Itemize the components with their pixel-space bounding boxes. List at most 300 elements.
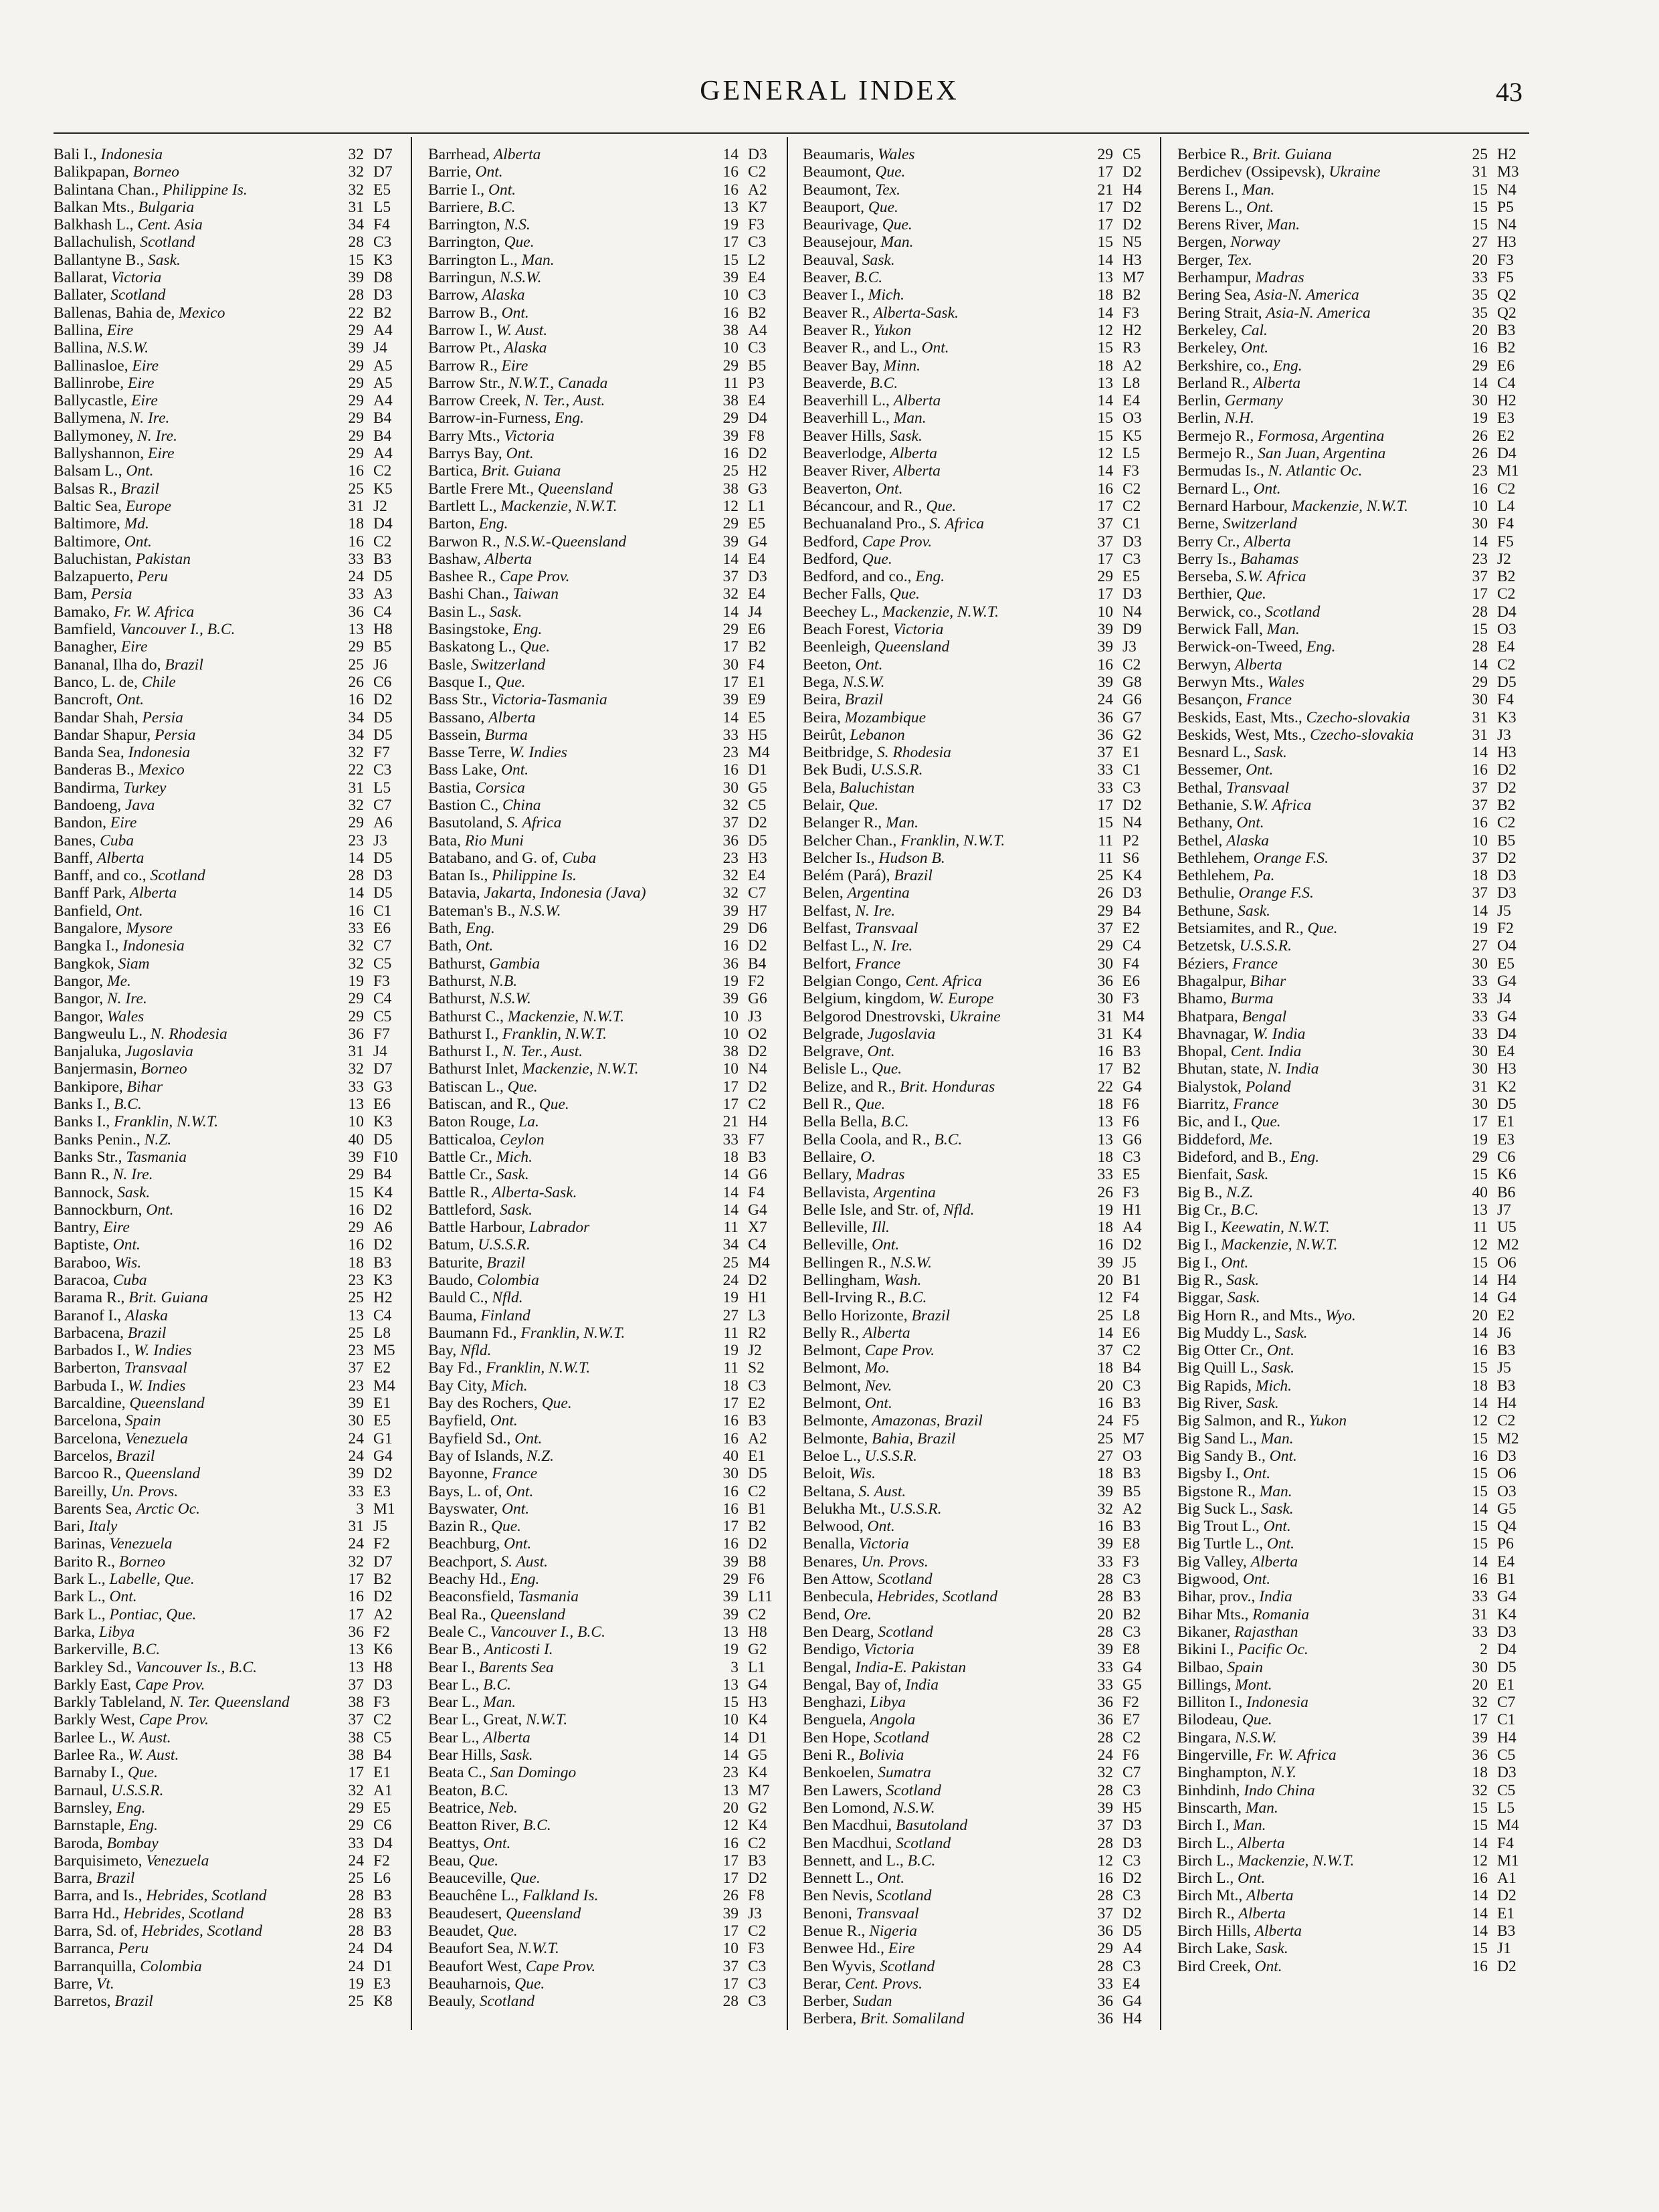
map-page: 28	[1472, 638, 1488, 656]
map-page: 36	[348, 1025, 364, 1043]
index-entry	[1177, 216, 1532, 233]
place-name: Banda Sea	[54, 744, 120, 762]
place-region: Que.	[872, 1060, 902, 1078]
grid-ref: D2	[1497, 1957, 1517, 1975]
grid-ref: C2	[373, 462, 392, 480]
place-region: N.Z.	[526, 1447, 555, 1465]
place-region: Sask.	[1236, 1166, 1269, 1184]
place-region: Orange F.S.	[1253, 849, 1329, 867]
map-page: 18	[1097, 1219, 1113, 1237]
index-entry	[54, 761, 408, 779]
entry-name: Belmont, Ont.	[803, 1395, 892, 1413]
map-page: 16	[1472, 814, 1488, 832]
entry-name: Beaurivage, Que.	[803, 216, 912, 234]
entry-name: Beauharnois, Que.	[428, 1975, 545, 1993]
place-region: Ont.	[1221, 1253, 1249, 1272]
map-page: 31	[348, 198, 364, 216]
entry-name: Baptiste, Ont.	[54, 1236, 140, 1254]
place-region: Persia	[142, 708, 183, 726]
map-page: 18	[722, 1148, 739, 1166]
map-page: 39	[1097, 1799, 1113, 1817]
entry-name: Berar, Cent. Provs.	[803, 1975, 922, 1993]
place-name: Beaverton	[803, 480, 868, 498]
place-name: Belleville	[803, 1219, 864, 1237]
index-entry	[803, 1008, 1157, 1025]
entry-name: Ben Lomond, N.S.W.	[803, 1799, 935, 1817]
map-page: 11	[723, 1219, 739, 1237]
index-entry	[803, 884, 1157, 902]
place-region: Hebrides, Scotland	[876, 1588, 998, 1606]
place-name: Berens I.	[1177, 181, 1234, 199]
grid-ref: C1	[1497, 1711, 1516, 1729]
place-region: Mackenzie, N.W.T.	[1238, 1851, 1355, 1870]
place-name: Barcoo R.	[54, 1465, 118, 1483]
index-entry	[54, 832, 408, 849]
place-name: Bécancour, and R.	[803, 497, 918, 515]
index-entry	[428, 1588, 783, 1605]
place-name: Becher Falls	[803, 585, 882, 603]
map-page: 31	[1472, 1605, 1488, 1623]
grid-ref: P3	[748, 374, 765, 392]
place-name: Berry Is.	[1177, 550, 1233, 568]
index-entry	[1177, 797, 1532, 814]
place-name: Battle Cr.	[428, 1166, 489, 1184]
entry-name: Big Horn R., and Mts., Wyo.	[1177, 1306, 1356, 1324]
place-region: Brit. Honduras	[899, 1078, 995, 1096]
index-entry	[428, 1922, 783, 1940]
place-name: Balintana Chan.	[54, 181, 155, 199]
place-region: Alaska	[482, 286, 525, 304]
map-page: 16	[1472, 1870, 1488, 1888]
place-region: Cent. Asia	[137, 216, 203, 234]
place-name: Betsiamites, and R.	[1177, 920, 1300, 938]
place-region: Borneo	[118, 1552, 166, 1571]
place-name: Bartle Frere Mt.	[428, 480, 530, 498]
place-region: Rio Muni	[464, 831, 524, 849]
place-region: Ont.	[1269, 1447, 1297, 1465]
entry-name: Bernard Harbour, Mackenzie, N.W.T.	[1177, 497, 1408, 515]
map-page: 14	[1472, 1324, 1488, 1342]
map-page: 14	[1472, 1834, 1488, 1852]
place-region: Romania	[1252, 1605, 1310, 1623]
entry-name: Barrow B., Ont.	[428, 304, 529, 322]
place-region: S. Africa	[929, 515, 985, 533]
place-name: Bathurst C.	[428, 1007, 500, 1025]
entry-name: Berwyn, Alberta	[1177, 656, 1282, 674]
place-region: Ont.	[483, 1834, 511, 1852]
entry-name: Bandoeng, Java	[54, 796, 155, 814]
place-region: Transvaal	[856, 1904, 919, 1922]
map-page: 14	[348, 884, 364, 902]
place-name: Batabano, and G. of	[428, 849, 555, 867]
place-name: Barra	[54, 1870, 89, 1888]
index-entry	[54, 286, 408, 304]
entry-name: Basse Terre, W. Indies	[428, 744, 567, 762]
place-name: Barrow	[428, 286, 474, 304]
map-page: 18	[722, 1377, 739, 1395]
place-name: Beaudet	[428, 1922, 480, 1940]
entry-name: Beskids, West, Mts., Czecho-slovakia	[1177, 726, 1414, 744]
map-page: 13	[722, 198, 739, 216]
map-page: 16	[1472, 1571, 1488, 1589]
place-name: Barberton	[54, 1359, 116, 1377]
place-name: Bali I.	[54, 146, 93, 163]
entry-name: Belgrade, Jugoslavia	[803, 1025, 936, 1043]
grid-ref: D3	[748, 146, 767, 163]
entry-name: Bangweulu L., N. Rhodesia	[54, 1025, 227, 1043]
grid-ref: A4	[373, 321, 393, 339]
index-entry	[54, 445, 408, 462]
entry-name: Besançon, France	[1177, 691, 1292, 709]
map-page: 39	[722, 691, 739, 709]
place-name: Balkan Mts.	[54, 198, 130, 216]
place-region: Colombia	[477, 1272, 539, 1289]
map-page: 29	[722, 515, 739, 533]
map-page: 39	[348, 1148, 364, 1166]
index-entry	[428, 955, 783, 973]
place-region: Baluchistan	[839, 779, 915, 797]
map-page: 2	[1480, 1641, 1488, 1659]
map-page: 10	[1472, 497, 1488, 515]
place-region: Franklin, N.W.T.	[900, 831, 1005, 849]
grid-ref: H4	[1123, 2010, 1142, 2028]
index-entry	[1177, 709, 1532, 726]
entry-name: Billiton I., Indonesia	[1177, 1694, 1308, 1712]
place-name: Big Sandy B.	[1177, 1447, 1262, 1465]
index-entry	[1177, 1483, 1532, 1500]
index-entry	[428, 1483, 783, 1500]
map-page: 29	[1472, 1148, 1488, 1166]
grid-ref: D2	[1123, 198, 1142, 216]
place-name: Bear L.	[428, 1728, 476, 1746]
grid-ref: E7	[1123, 1711, 1141, 1729]
index-entry	[803, 1096, 1157, 1113]
index-entry	[54, 867, 408, 884]
place-region: Sumatra	[878, 1764, 931, 1782]
grid-ref: E3	[373, 1975, 391, 1993]
place-name: Bear B.	[428, 1641, 476, 1659]
index-entry	[54, 1729, 408, 1746]
map-page: 16	[348, 462, 364, 480]
place-region: U.S.S.R.	[478, 1236, 530, 1254]
map-page: 29	[348, 638, 364, 656]
index-entry	[1177, 1500, 1532, 1518]
entry-name: Belen, Argentina	[803, 884, 910, 902]
entry-name: Bartlett L., Mackenzie, N.W.T.	[428, 497, 617, 515]
entry-name: Bennett L., Ont.	[803, 1870, 905, 1888]
entry-name: Barnaul, U.S.S.R.	[54, 1781, 164, 1799]
place-region: Man.	[483, 1694, 516, 1712]
place-name: Berkeley	[1177, 321, 1234, 339]
map-page: 16	[348, 532, 364, 550]
grid-ref: F3	[1497, 251, 1514, 269]
grid-ref: C4	[373, 603, 392, 621]
place-name: Banff, and co.	[54, 867, 142, 885]
map-page: 13	[348, 1658, 364, 1676]
entry-name: Baranof I., Alaska	[54, 1306, 168, 1324]
entry-name: Bari, Italy	[54, 1518, 118, 1536]
map-page: 23	[722, 849, 739, 867]
map-page: 16	[722, 937, 739, 955]
map-page: 39	[1097, 1482, 1113, 1500]
place-region: Bihar	[1250, 972, 1286, 990]
grid-ref: C7	[373, 937, 392, 955]
index-entry	[803, 392, 1157, 409]
grid-ref: D2	[1123, 216, 1142, 234]
grid-ref: C5	[373, 954, 392, 973]
place-region: Hebrides, Scotland	[123, 1904, 244, 1922]
index-entry	[1177, 1588, 1532, 1605]
grid-ref: E1	[1497, 1904, 1515, 1922]
entry-name: Ballymena, N. Ire.	[54, 409, 170, 427]
index-entry	[428, 146, 783, 163]
grid-ref: J3	[1497, 726, 1511, 744]
entry-name: Banes, Cuba	[54, 831, 134, 849]
grid-ref: D5	[373, 1130, 393, 1148]
place-region: Bahia, Brazil	[872, 1429, 956, 1447]
entry-name: Belcher Chan., Franklin, N.W.T.	[803, 831, 1005, 849]
entry-name: Beausejour, Man.	[803, 233, 914, 252]
grid-ref: A4	[748, 321, 767, 339]
place-name: Bikaner	[1177, 1623, 1227, 1641]
index-entry	[1177, 1395, 1532, 1412]
place-region: B.C.	[483, 1676, 511, 1694]
place-name: Belfast L.	[803, 937, 865, 955]
entry-name: Bazin R., Que.	[428, 1518, 522, 1536]
index-entry	[54, 849, 408, 867]
grid-ref: C3	[748, 1957, 767, 1975]
entry-name: Beni R., Bolivia	[803, 1746, 904, 1765]
grid-ref: E1	[1497, 1113, 1515, 1131]
map-page: 25	[348, 1289, 364, 1307]
place-region: N.W.T.	[517, 1940, 559, 1958]
map-page: 16	[348, 1201, 364, 1219]
entry-name: Ballenas, Bahia de, Mexico	[54, 304, 225, 322]
place-region: Franklin, N.W.T.	[114, 1113, 219, 1131]
place-region: Scotland	[886, 1781, 941, 1799]
entry-name: Big Turtle L., Ont.	[1177, 1535, 1294, 1553]
entry-name: Berbice R., Brit. Guiana	[1177, 146, 1333, 163]
grid-ref: E2	[1497, 427, 1515, 445]
map-page: 15	[1472, 1166, 1488, 1184]
place-name: Basin L.	[428, 603, 482, 621]
place-region: N.S.W.	[106, 339, 149, 357]
place-region: Ont.	[1254, 1957, 1282, 1975]
place-name: Big Otter Cr.	[1177, 1342, 1260, 1360]
index-entry	[803, 1729, 1157, 1746]
place-name: Barrhead	[428, 146, 486, 163]
grid-ref: K2	[1497, 1078, 1517, 1096]
map-page: 17	[1097, 198, 1113, 216]
map-page: 31	[348, 779, 364, 797]
place-region: Ont.	[875, 480, 903, 498]
map-page: 33	[722, 1130, 739, 1148]
map-page: 30	[1097, 990, 1113, 1008]
grid-ref: O3	[1497, 1482, 1517, 1500]
place-region: Md.	[124, 515, 149, 533]
place-name: Barito R.	[54, 1552, 112, 1571]
entry-name: Bennett, and L., B.C.	[803, 1851, 936, 1870]
place-name: Balzapuerto	[54, 568, 130, 586]
entry-name: Barkly Tableland, N. Ter. Queensland	[54, 1694, 290, 1712]
grid-ref: F2	[748, 972, 765, 990]
entry-name: Biggar, Sask.	[1177, 1289, 1260, 1307]
index-entry	[54, 585, 408, 603]
place-region: Que.	[848, 796, 879, 814]
place-region: Madras	[856, 1166, 905, 1184]
place-name: Barnaby I.	[54, 1764, 120, 1782]
index-entry	[428, 1887, 783, 1904]
place-name: Bass Lake	[428, 761, 494, 779]
place-name: Beaver I.	[803, 286, 861, 304]
map-page: 30	[722, 779, 739, 797]
place-region: Alberta-Sask.	[492, 1183, 577, 1201]
place-name: Barton	[428, 515, 471, 533]
map-page: 39	[1097, 638, 1113, 656]
entry-name: Bear B., Anticosti I.	[428, 1641, 553, 1659]
grid-ref: G2	[748, 1641, 767, 1659]
place-name: Bashi Chan.	[428, 585, 505, 603]
place-region: Scotland	[150, 867, 205, 885]
index-entry	[803, 163, 1157, 181]
place-region: W. Europe	[929, 990, 994, 1008]
place-region: Java	[125, 796, 155, 814]
index-entry	[54, 726, 408, 744]
map-page: 33	[1097, 761, 1113, 779]
place-region: Scotland	[110, 286, 166, 304]
place-region: San Domingo	[490, 1764, 577, 1782]
map-page: 15	[1472, 1359, 1488, 1377]
map-page: 17	[1472, 1113, 1488, 1131]
grid-ref: C3	[1123, 1887, 1141, 1905]
place-region: N.S.W.	[519, 902, 561, 920]
entry-name: Barrington, N.S.	[428, 216, 530, 234]
place-region: B.C.	[132, 1641, 161, 1659]
place-region: Man.	[1266, 621, 1300, 639]
index-entry	[428, 621, 783, 638]
place-region: Eire	[127, 374, 155, 392]
place-region: Que.	[882, 216, 912, 234]
place-region: Ont.	[506, 445, 534, 463]
map-page: 17	[1097, 550, 1113, 568]
place-name: Big Suck L.	[1177, 1500, 1253, 1518]
map-page: 13	[1097, 269, 1113, 287]
place-region: Alberta	[1254, 1922, 1302, 1940]
place-name: Basle	[428, 656, 464, 674]
place-region: Alberta	[1238, 1904, 1286, 1922]
entry-name: Beatrice, Neb.	[428, 1799, 518, 1817]
place-region: Que.	[504, 233, 534, 252]
map-page: 37	[1472, 568, 1488, 586]
place-name: Ballinrobe	[54, 374, 120, 392]
place-region: Que.	[507, 1078, 538, 1096]
grid-ref: M4	[748, 1253, 770, 1272]
entry-name: Bear I., Barents Sea	[428, 1658, 554, 1676]
index-entry	[54, 1975, 408, 1993]
map-page: 23	[348, 831, 364, 849]
place-name: Big I.	[1177, 1236, 1213, 1254]
grid-ref: D4	[1497, 1641, 1517, 1659]
place-region: U.S.S.R.	[889, 1500, 942, 1518]
map-page: 10	[1097, 603, 1113, 621]
grid-ref: B3	[373, 550, 392, 568]
entry-name: Bassein, Burma	[428, 726, 528, 744]
map-page: 39	[722, 1605, 739, 1623]
entry-name: Battle Cr., Mich.	[428, 1148, 532, 1166]
place-region: Corsica	[475, 779, 525, 797]
index-entry	[1177, 1535, 1532, 1552]
entry-name: Beaver R., Yukon	[803, 321, 912, 339]
place-name: Ben Wyvis	[803, 1957, 872, 1975]
place-region: Que.	[468, 1851, 499, 1870]
grid-ref: C2	[1123, 497, 1141, 515]
index-entry	[803, 286, 1157, 304]
place-region: B.C.	[487, 198, 516, 216]
index-entry	[1177, 779, 1532, 797]
place-region: Man.	[880, 233, 914, 252]
place-region: Victoria	[858, 1535, 909, 1553]
place-region: Jakarta, Indonesia (Java)	[484, 884, 646, 902]
place-name: Baroda	[54, 1834, 99, 1852]
place-region: Eng.	[128, 1817, 158, 1835]
place-region: Persia	[155, 726, 196, 744]
map-page: 18	[1097, 357, 1113, 375]
place-region: Que.	[875, 163, 906, 181]
place-region: Tex.	[1227, 251, 1252, 269]
place-region: Ore.	[844, 1605, 872, 1623]
place-region: Scotland	[878, 1623, 933, 1641]
grid-ref: F5	[1497, 532, 1514, 550]
map-page: 28	[722, 1993, 739, 2011]
place-name: Bethulie	[1177, 884, 1231, 902]
place-region: Mexico	[138, 761, 185, 779]
place-name: Barnstaple	[54, 1817, 121, 1835]
index-entry	[54, 1817, 408, 1834]
entry-name: Bannockburn, Ont.	[54, 1201, 174, 1219]
index-entry	[1177, 691, 1532, 708]
index-entry	[54, 1412, 408, 1429]
place-name: Beaumaris	[803, 146, 870, 163]
place-region: Yukon	[1308, 1412, 1347, 1430]
map-page: 28	[1097, 1728, 1113, 1746]
grid-ref: M1	[1497, 1851, 1519, 1870]
grid-ref: D2	[748, 1870, 767, 1888]
map-page: 37	[1097, 1904, 1113, 1922]
place-region: Ont.	[115, 902, 143, 920]
index-entry	[54, 1184, 408, 1201]
place-name: Ballyshannon	[54, 445, 140, 463]
grid-ref: E1	[373, 1764, 391, 1782]
entry-name: Bark L., Labelle, Que.	[54, 1571, 195, 1589]
place-region: Sask.	[862, 251, 895, 269]
place-region: N.S.W.	[1235, 1728, 1277, 1746]
place-region: Ont.	[1263, 1518, 1291, 1536]
place-region: N. Ire.	[872, 937, 913, 955]
map-page: 28	[348, 286, 364, 304]
map-page: 16	[1097, 1236, 1113, 1254]
place-region: Cape Prov.	[864, 1342, 935, 1360]
entry-name: Bhutan, state, N. India	[1177, 1060, 1319, 1078]
grid-ref: G4	[1497, 972, 1517, 990]
entry-name: Belgian Congo, Cent. Africa	[803, 972, 982, 990]
place-region: Vt.	[96, 1975, 114, 1993]
map-page: 23	[722, 744, 739, 762]
entry-name: Bhamo, Burma	[1177, 990, 1274, 1008]
place-name: Basque I.	[428, 673, 488, 691]
index-entry	[803, 867, 1157, 884]
entry-name: Beaverde, B.C.	[803, 374, 898, 392]
index-entry	[803, 1148, 1157, 1166]
